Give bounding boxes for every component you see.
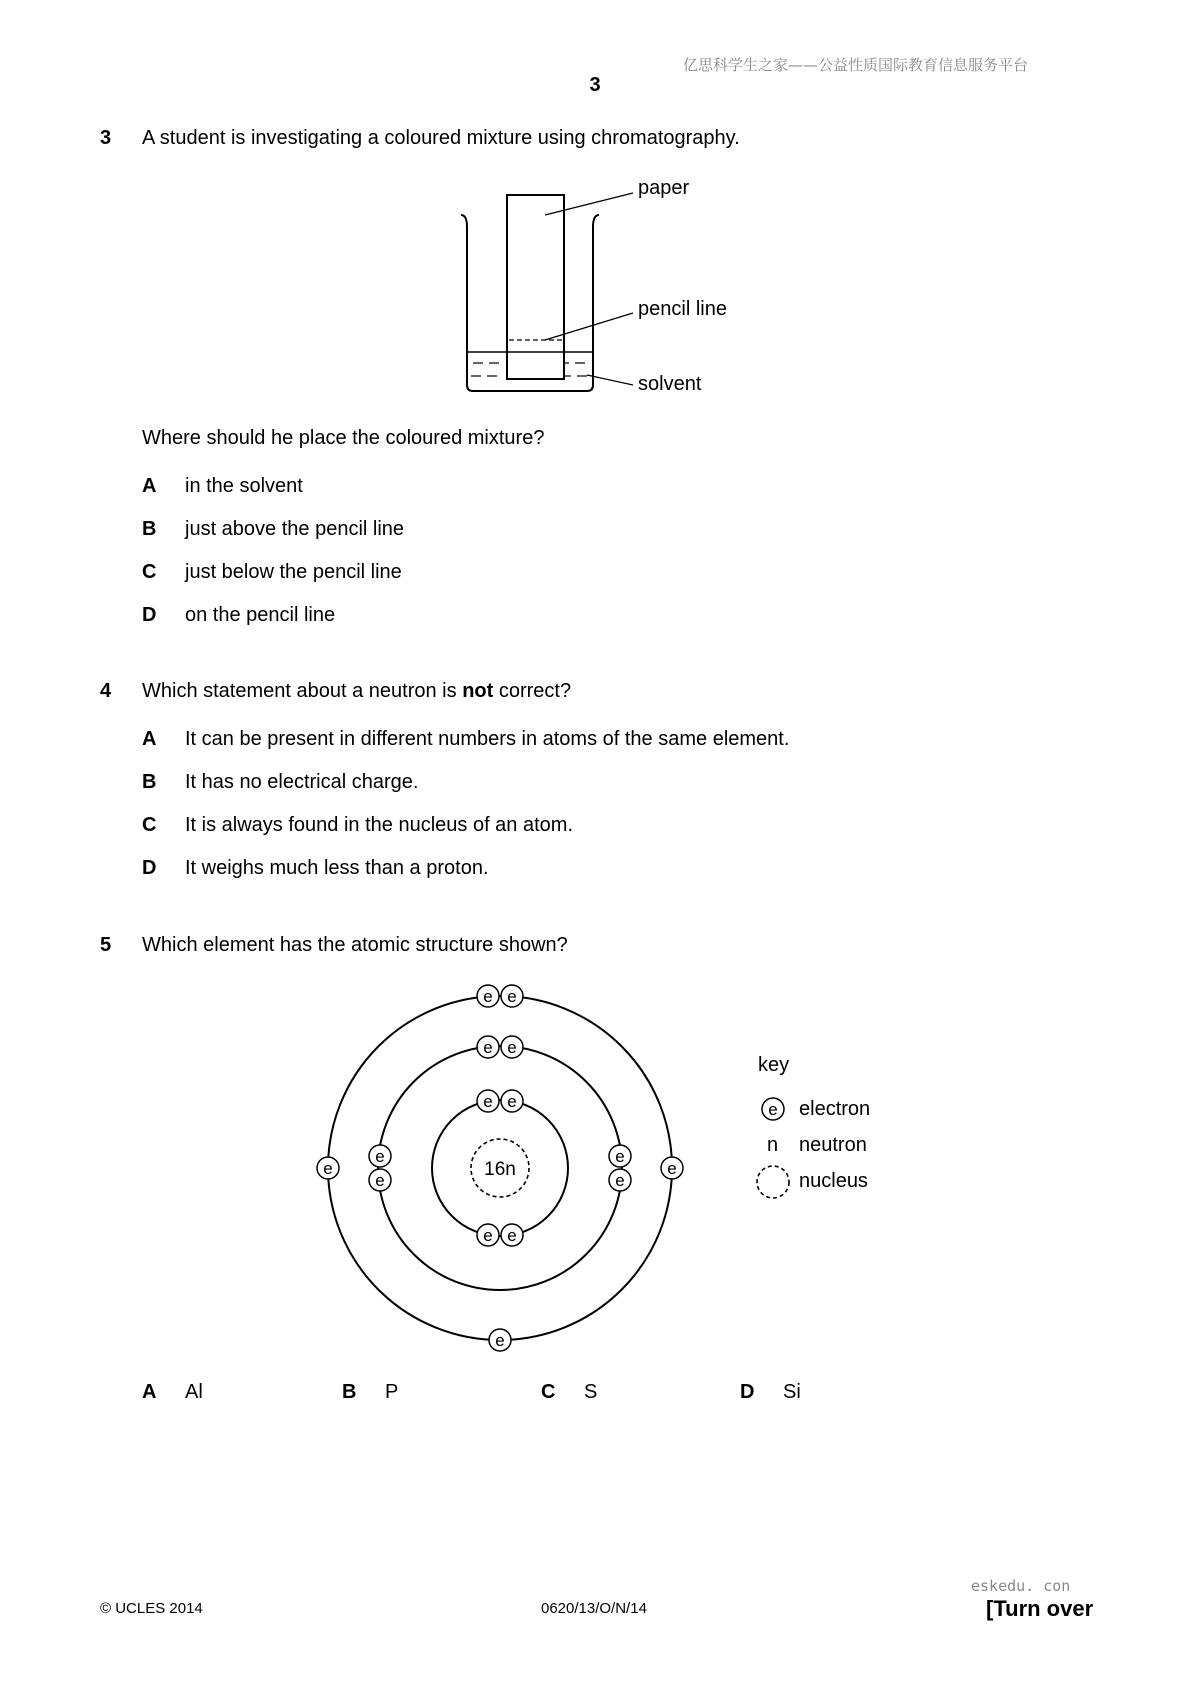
key-electron-symbol [762,1098,784,1120]
q3-option-c-text: just below the pencil line [185,561,402,583]
q3-option-d-letter: D [142,604,157,626]
q3-text: A student is investigating a coloured mixture using chromatography. [142,127,740,149]
q4-option-d-letter: D [142,857,157,879]
electron [477,1090,499,1112]
q4-option-a-text: It can be present in different numbers in atoms of the same element. [185,728,790,750]
electron-letter: e [483,1092,493,1111]
q4-text-part: Which statement about a neutron is [142,680,463,702]
key-electron-label: electron [799,1098,871,1120]
q5-text: Which element has the atomic structure shown? [142,934,568,956]
q4-text-emphasis: not [462,680,494,702]
q3-option-c-letter: C [142,561,157,583]
label-pencil-line: pencil line [638,298,727,320]
electron-letter: e [507,987,517,1006]
q4-option-c-text: It is always found in the nucleus of an atom. [185,814,573,836]
electron [477,1224,499,1246]
q3-option-b-letter: B [142,518,157,540]
watermark-text: 亿思科学生之家——公益性质国际教育信息服务平台 [683,56,1029,74]
q3-option-a-letter: A [142,475,157,497]
electron-letter: e [323,1159,333,1178]
electron-letter: e [507,1226,517,1245]
electron [369,1169,391,1191]
q4-option-d-text: It weighs much less than a proton. [185,857,489,879]
electron [501,1036,523,1058]
electron-letter: e [483,1226,493,1245]
turn-over-label: [Turn over [986,1596,1094,1621]
electron [369,1145,391,1167]
key-neutron-label: neutron [799,1134,867,1156]
key-electron-letter: e [768,1100,778,1119]
key-neutron-symbol: n [767,1134,779,1156]
q4-text-part: correct? [493,680,572,702]
q4-number: 4 [100,680,112,702]
label-paper: paper [638,177,690,199]
q3-option-d-text: on the pencil line [185,604,336,626]
electron-letter: e [375,1147,385,1166]
q5-option-a-text: Al [185,1381,203,1403]
electron-letter: e [615,1147,625,1166]
electron [477,1036,499,1058]
electron [661,1157,683,1179]
key-nucleus-symbol [757,1166,789,1198]
electron-letter: e [667,1159,677,1178]
electron [501,1090,523,1112]
electron-letter: e [495,1331,505,1350]
site-watermark: eskedu. con [971,1577,1071,1595]
q3-option-b-text: just above the pencil line [185,518,405,540]
q5-option-d-text: Si [783,1381,801,1403]
electron [477,985,499,1007]
q3-option-a-text: in the solvent [185,475,303,497]
electron-letter: e [375,1171,385,1190]
footer-paper-code: 0620/13/O/N/14 [541,1600,647,1617]
footer-copyright: © UCLES 2014 [100,1600,203,1617]
page-number: 3 [589,74,601,96]
electron [501,985,523,1007]
q5-option-c-text: S [584,1381,598,1403]
electron [609,1169,631,1191]
nucleus-label: 16n [484,1159,516,1180]
q3-number: 3 [100,127,112,149]
electron [489,1329,511,1351]
electron-letter: e [507,1092,517,1111]
key-nucleus-label: nucleus [799,1170,868,1192]
electron [317,1157,339,1179]
q5-option-b-text: P [385,1381,399,1403]
q3-prompt: Where should he place the coloured mixture? [142,427,545,449]
electron-letter: e [507,1038,517,1057]
label-solvent: solvent [638,373,702,395]
q4-option-b-letter: B [142,771,157,793]
electron [609,1145,631,1167]
q5-option-b-letter: B [342,1381,357,1403]
q5-option-d-letter: D [740,1381,755,1403]
electron-letter: e [615,1171,625,1190]
key-title: key [758,1054,790,1076]
electron-letter: e [483,987,493,1006]
q4-option-c-letter: C [142,814,157,836]
q4-option-a-letter: A [142,728,157,750]
q5-option-c-letter: C [541,1381,556,1403]
q5-option-a-letter: A [142,1381,157,1403]
electron-letter: e [483,1038,493,1057]
q4-option-b-text: It has no electrical charge. [185,771,419,793]
q5-number: 5 [100,934,112,956]
electron [501,1224,523,1246]
